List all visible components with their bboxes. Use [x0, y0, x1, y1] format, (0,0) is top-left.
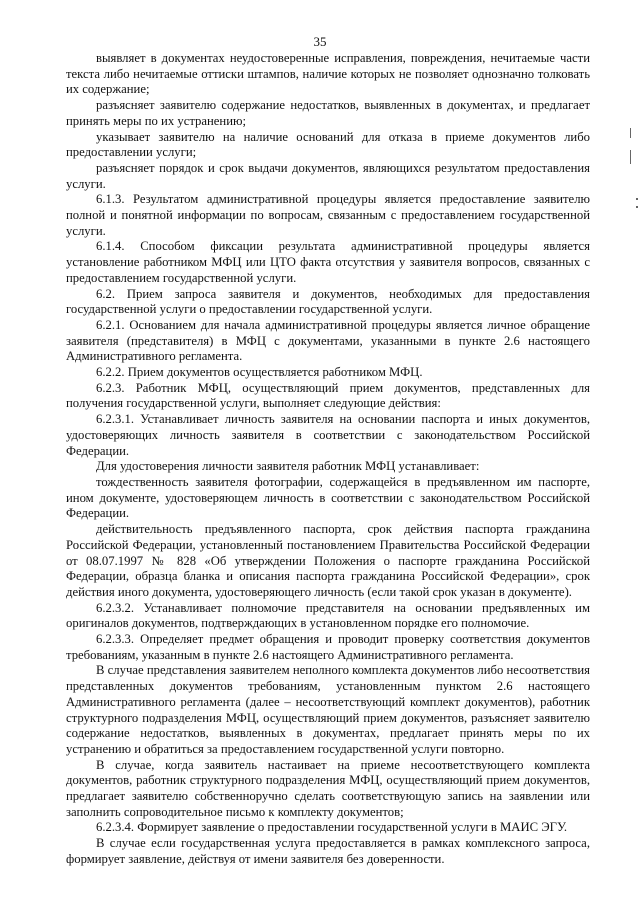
paragraph: Для удостоверения личности заявителя работник МФЦ устанавливает:: [96, 459, 480, 474]
paragraph: указывает заявителю на наличие оснований для отказа в приеме документов либо предоставлении услуги;: [66, 129, 590, 160]
scan-edge-dot: [636, 206, 638, 208]
paragraph: действительность предъявленного паспорта, срок действия паспорта гражданина Российской Федерации, установленный постановлением Правительства Российской Федерации от 08.07.1997 № 828 «Об утверждении Положения о паспорте гражданина Российской Федерации, образца бланка и описания паспорта гражданина Российской Федерации», срок действия иного документа, удостоверяющего личность (если такой срок указан в документе).: [66, 522, 590, 599]
scan-margin-mark: [630, 150, 631, 164]
paragraph: разъясняет заявителю содержание недостатков, выявленных в документах, и предлагает принять меры по их устранению;: [66, 98, 590, 128]
paragraph: В случае представления заявителем неполного комплекта документов либо несоответствия представленных документов требованиям, установленным пунктом 2.6 настоящего Административного регламента (далее – несоответствующий комплект документов), работник структурного подразделения МФЦ, осуществляющий прием документов, разъясняет заявителю содержание недостатков, выявленных в документах, предлагает принять меры по их устранению и обратиться за предоставлением государственной услуги повторно.: [66, 663, 590, 756]
paragraph: 6.1.3. Результатом административной процедуры является предоставление заявителю полной и понятной информации по вопросам, связанным с предоставлением государственной услуги.: [66, 192, 590, 238]
scan-margin-mark: [630, 128, 631, 138]
paragraph: 6.1.4. Способом фиксации результата административной процедуры является установление работником МФЦ или ЦТО факта отсутствия у заявителя вопросов, связанных с предоставлением государственной услуги.: [66, 239, 590, 285]
paragraph: 6.2.3.3. Определяет предмет обращения и проводит проверку соответствия документов требованиям, указанным в пункте 2.6 настоящего Административного регламента.: [66, 632, 590, 662]
paragraph: 6.2.3.1. Устанавливает личность заявителя на основании паспорта и иных документов, удостоверяющих личность заявителя в соответствии с законодательством Российской Федерации.: [66, 412, 590, 458]
paragraph: 6.2. Прием запроса заявителя и документов, необходимых для предоставления государственной услуги о предоставлении государственной услуги.: [66, 286, 590, 317]
paragraph: 6.2.3. Работник МФЦ, осуществляющий прием документов, представленных для получения государственной услуги, выполняет следующие действия:: [66, 380, 590, 411]
paragraph: разъясняет порядок и срок выдачи документов, являющихся результатом предоставления услуги.: [66, 160, 590, 191]
paragraph: тождественность заявителя фотографии, содержащейся в предъявленном им паспорте, ином документе, удостоверяющем личность в соответствии с законодательством Российской Федерации.: [66, 474, 590, 521]
page-number: 35: [313, 34, 327, 49]
paragraph: В случае, когда заявитель настаивает на приеме несоответствующего комплекта документов, работник структурного подразделения МФЦ, осуществляющий прием документов, предлагает заявителю собственноручно сделать соответствующую запись на заявлении или заполнить сопроводительное письмо к комплекту документов;: [66, 757, 590, 819]
paragraph: 6.2.2. Прием документов осуществляется работником МФЦ.: [96, 365, 423, 380]
document-body: [66, 51, 590, 868]
paragraph: 6.2.3.2. Устанавливает полномочие представителя на основании предъявленных им оригиналов документов, подтверждающих в установленном порядке его полномочие.: [66, 600, 590, 631]
paragraph: 6.2.3.4. Формирует заявление о предоставлении государственной услуги в МАИС ЭГУ.: [96, 820, 568, 835]
paragraph: 6.2.1. Основанием для начала административной процедуры является личное обращение заявителя (представителя) в МФЦ с документами, указанными в пункте 2.6 настоящего Административного регламента.: [66, 317, 590, 364]
paragraph: В случае если государственная услуга предоставляется в рамках комплексного запроса, формирует заявление, действуя от имени заявителя без доверенности.: [66, 836, 590, 866]
scan-edge-dot: [636, 198, 638, 200]
paragraph: выявляет в документах неудостоверенные исправления, повреждения, нечитаемые части текста либо нечитаемые оттиски штампов, наличие которых не позволяет однозначно толковать их содержание;: [66, 51, 590, 97]
